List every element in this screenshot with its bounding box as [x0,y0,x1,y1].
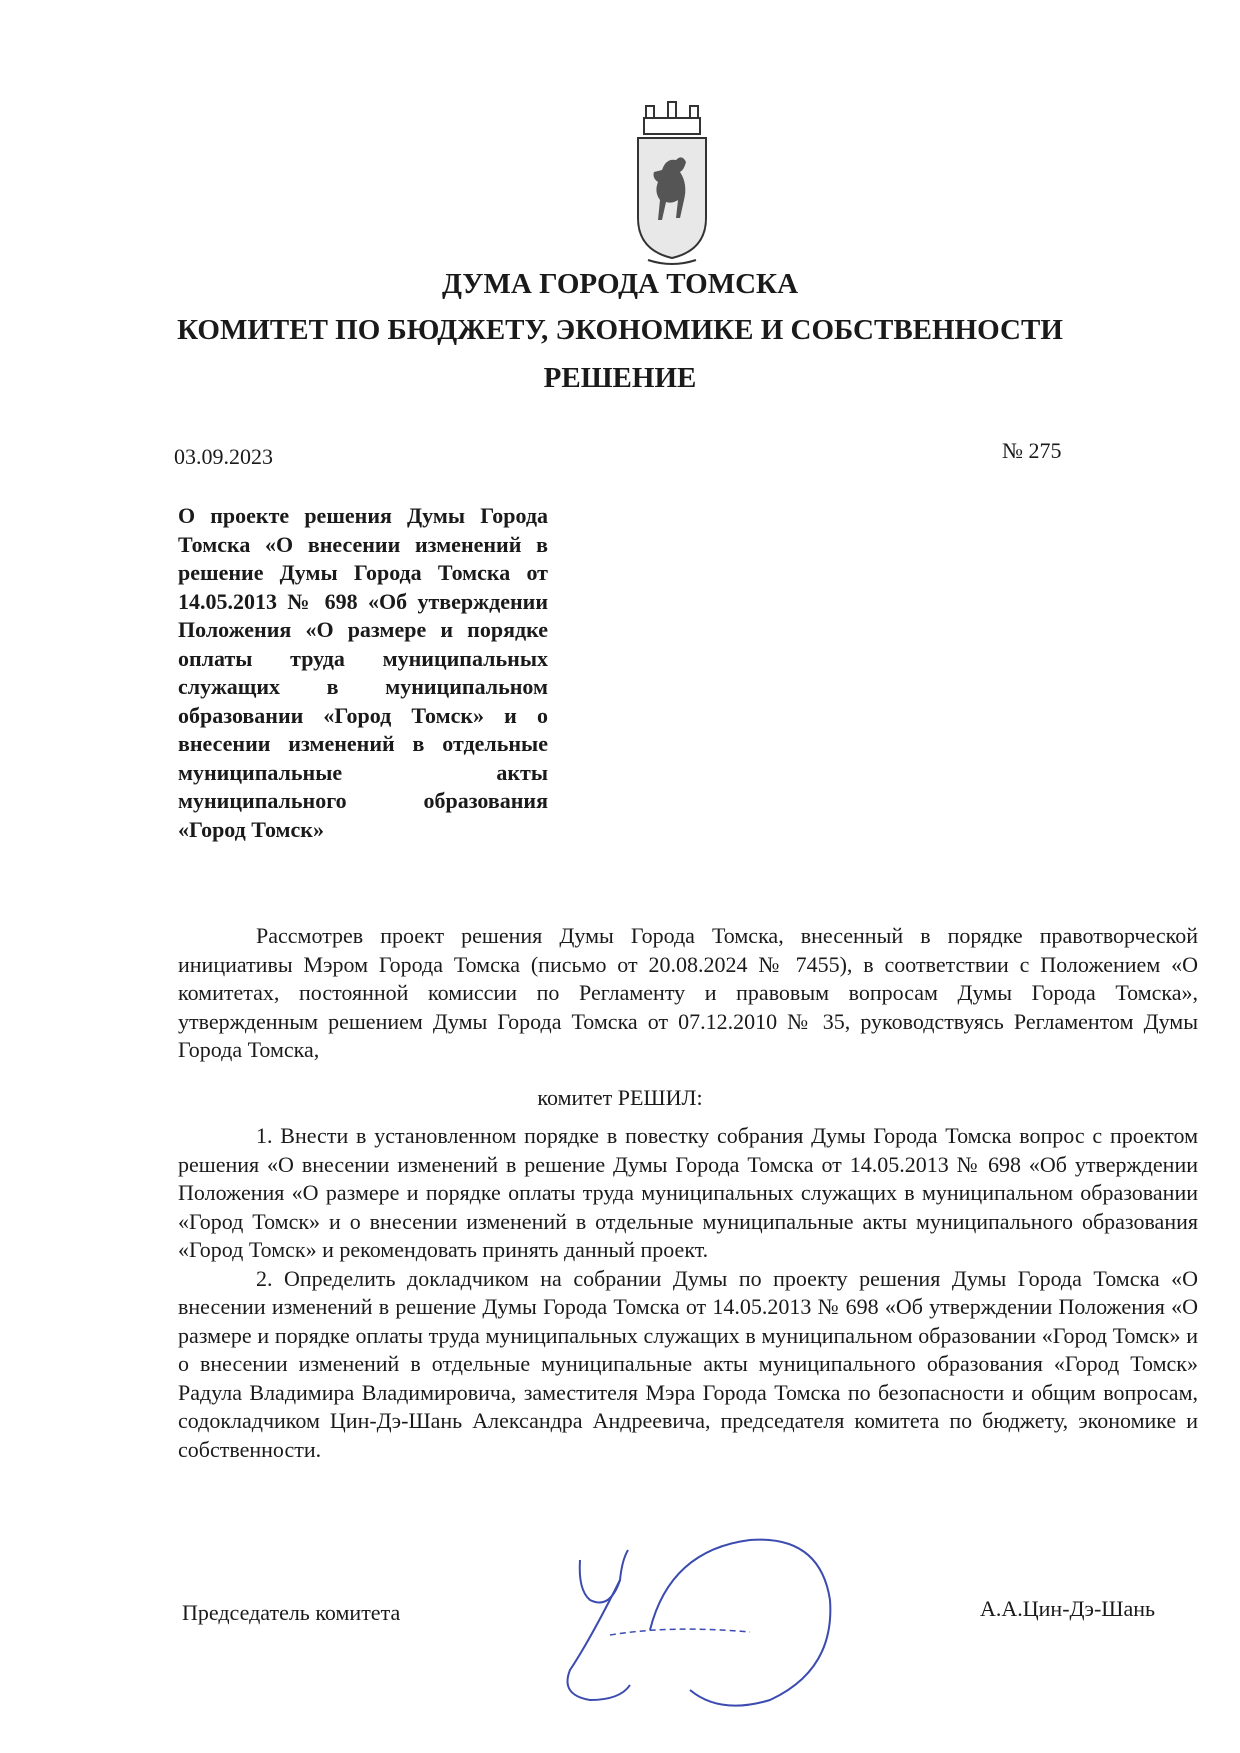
committee-title: КОМИТЕТ ПО БЮДЖЕТУ, ЭКОНОМИКЕ И СОБСТВЕННОСТИ [177,314,1063,346]
resolved-heading: комитет РЕШИЛ: [537,1085,703,1110]
signatory-position: Председатель комитета [182,1600,401,1625]
document-date: 03.09.2023 [174,444,273,469]
resolution-item: 2. Определить докладчиком на собрании Думы по проекту решения Думы Города Томска «О внесении изменений в решение Думы Города Томска от 14.05.2013 № 698 «Об утверждении Положения «О размере и порядке оплаты труда муниципальных служащих в муниципальном образовании «Город Томск» и о внесении изменений в отдельные муниципальные акты муниципального образования «Город Томск» Радула Владимира Владимировича, заместителя Мэра Города Томска по безопасности и общим вопросам, содокладчиком Цин-Дэ-Шань Александра Андреевича, председателя комитета по бюджету, экономике и собственности. [178,1265,1198,1462]
handwritten-signature-icon [550,1520,890,1720]
resolution-item: 1. Внести в установленном порядке в повестку собрания Думы Города Томска вопрос с проектом решения «О внесении изменений в решение Думы Города Томска от 14.05.2013 № 698 «Об утверждении Положения «О размере и порядке оплаты труда муниципальных служащих в муниципальном образовании «Город Томск» и о внесении изменений в отдельные муниципальные акты муниципального образования «Город Томск» и рекомендовать принять данный проект. [178,1123,1198,1262]
document-number: № 275 [1002,438,1062,463]
city-coat-of-arms-icon [632,100,712,270]
document-subject: О проекте решения Думы Города Томска «О внесении изменений в решение Думы Города Томска от 14.05.2013 № 698 «Об утверждении Положения «О размере и порядке оплаты труда муниципальных служащих в муниципальном образовании «Город Томск» и о внесении изменений в отдельные муниципальные акты муниципального образования «Город Томск» [178,503,548,842]
document-type: РЕШЕНИЕ [543,362,697,394]
resolution-items [178,1122,1198,1464]
organization-title: ДУМА ГОРОДА ТОМСКА [441,268,799,300]
intro-paragraph: Рассмотрев проект решения Думы Города Томска, внесенный в порядке правотворческой инициативы Мэром Города Томска (письмо от 20.08.2024 № 7455), в соответствии с Положением «О комитетах, постоянной комиссии по Регламенту и правовым вопросам Думы Города Томска», утвержденным решением Думы Города Томска от 07.12.2010 № 35, руководствуясь Регламентом Думы Города Томска, [178,923,1198,1062]
signatory-name: А.А.Цин-Дэ-Шань [980,1596,1156,1621]
